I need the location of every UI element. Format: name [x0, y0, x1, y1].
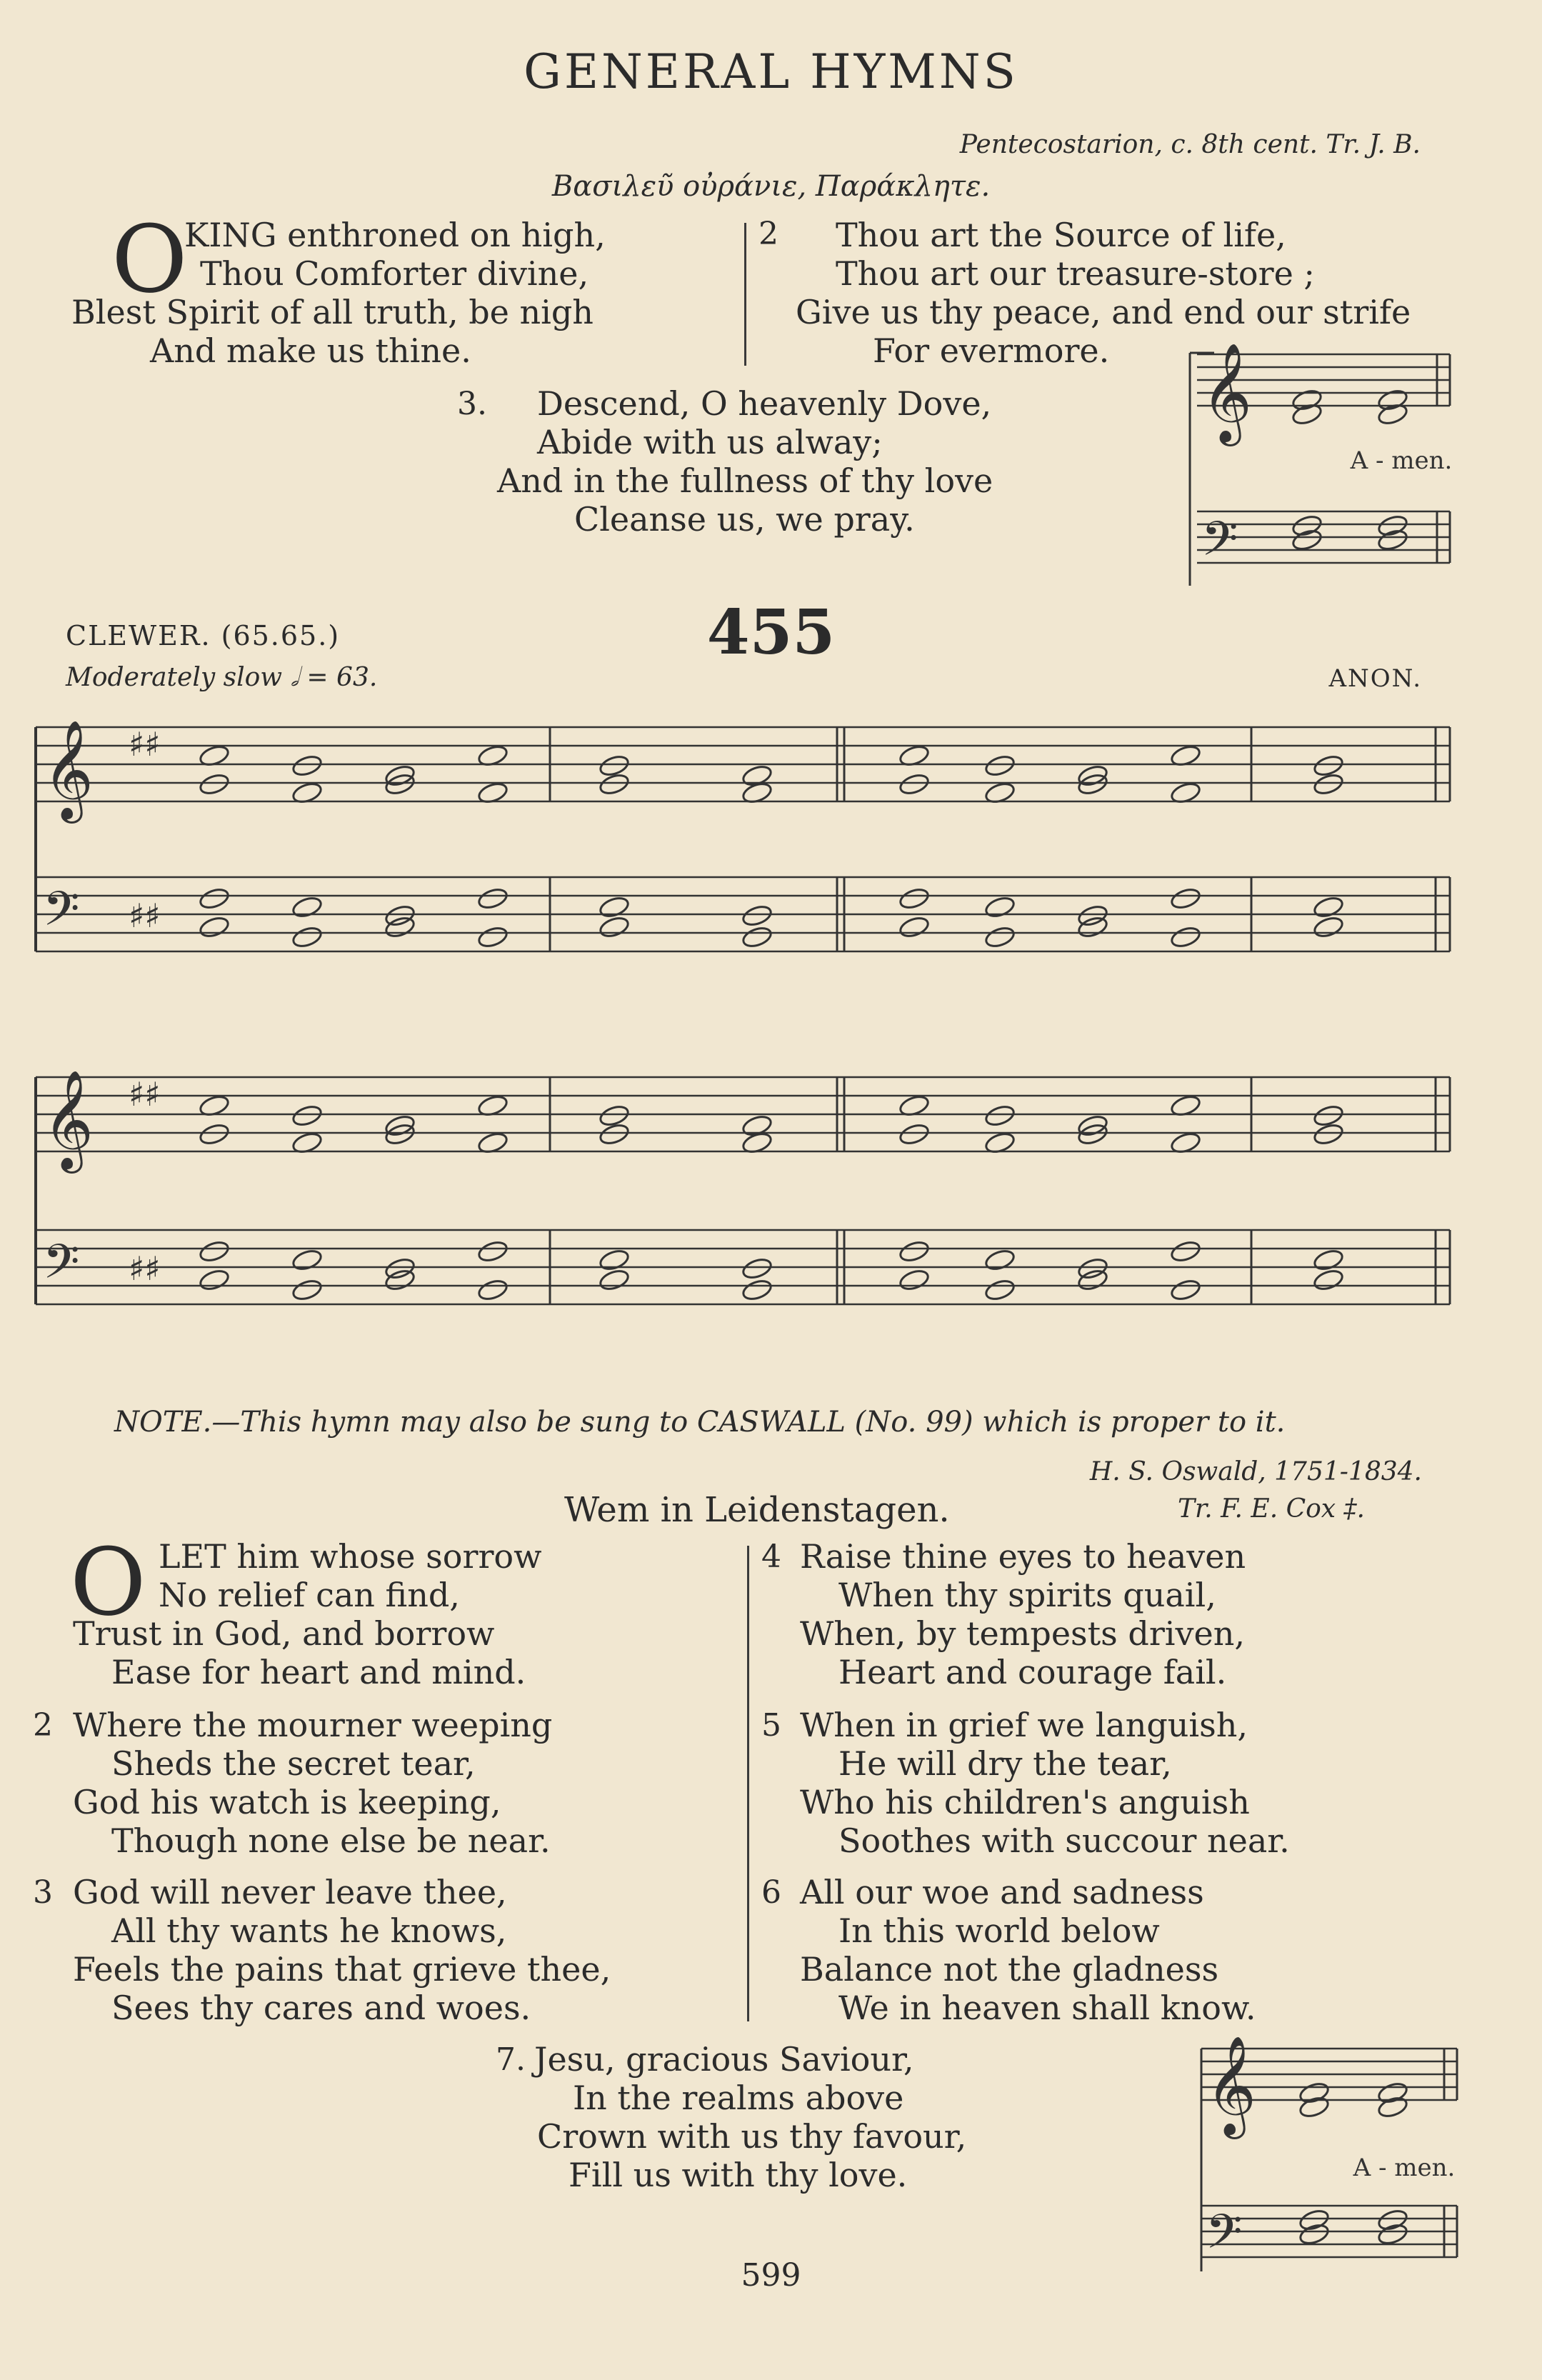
greek-incipit: Βασιλεῦ οὐράνιε, Παράκλητε.	[551, 170, 991, 203]
verse-line: Who his children's anguish	[800, 1783, 1250, 1821]
note-head	[1298, 2095, 1330, 2119]
verse-line: KING enthroned on high,	[184, 216, 606, 254]
verse-number: 5	[761, 1707, 781, 1744]
hymn455-verse1	[73, 1537, 542, 1691]
verse-line: All our woe and sadness	[800, 1873, 1204, 1911]
verse-line: God will never leave thee,	[73, 1873, 507, 1911]
note-head	[476, 1239, 509, 1264]
key-signature: ♯♯	[129, 725, 161, 764]
note-head	[1312, 1122, 1344, 1146]
note-head	[1169, 1239, 1201, 1264]
note-head	[1312, 754, 1344, 778]
note-head	[476, 925, 509, 949]
verse-line: Jesu, gracious Saviour,	[534, 2040, 914, 2079]
verse-line: Sees thy cares and woes.	[111, 1989, 531, 2027]
bass-clef: 𝄢	[1201, 511, 1238, 578]
verse-line: Abide with us alway;	[537, 423, 883, 461]
note-head	[1312, 772, 1344, 796]
note-head	[1376, 514, 1408, 538]
note-head	[476, 1278, 509, 1302]
hymn455-verse2	[73, 1706, 552, 1860]
verse-line: And make us thine.	[150, 331, 471, 370]
note-head	[1376, 2222, 1408, 2246]
verse-number: 7.	[496, 2041, 526, 2078]
note-head	[1312, 1268, 1344, 1292]
page-title: GENERAL HYMNS	[524, 44, 1018, 99]
verse1-dropcap: O	[70, 1528, 146, 1636]
note-head	[1291, 388, 1323, 412]
verse-number: 2	[759, 216, 778, 252]
note-head	[1298, 2208, 1330, 2232]
note-head	[198, 1122, 230, 1146]
note-head	[476, 886, 509, 911]
verse-line: Thou art our treasure-store ;	[836, 254, 1315, 293]
note-head	[198, 915, 230, 939]
verse-line: For evermore.	[873, 331, 1110, 370]
note-head	[598, 1104, 630, 1128]
note-head	[598, 895, 630, 919]
verse-line: Cleanse us, we pray.	[574, 500, 915, 539]
note-head	[291, 1278, 323, 1302]
note-head	[1376, 2095, 1408, 2119]
note-head	[198, 1268, 230, 1292]
verse-line: All thy wants he knows,	[111, 1911, 507, 1950]
verse-line: Soothes with succour near.	[838, 1821, 1290, 1860]
note-head	[598, 772, 630, 796]
composer: ANON.	[1328, 664, 1422, 693]
note-head	[1376, 528, 1408, 552]
note-head	[1298, 2081, 1330, 2105]
note-head	[598, 754, 630, 778]
bass-clef: 𝄢	[43, 1234, 80, 1301]
note-head	[291, 925, 323, 949]
treble-clef: 𝄞	[43, 720, 94, 819]
verse-number: 3	[33, 1874, 53, 1911]
note-head	[898, 1268, 930, 1292]
verse-number: 4	[761, 1539, 781, 1575]
verse-number: 6	[761, 1874, 781, 1911]
note-head	[598, 1248, 630, 1272]
verse-line: LET him whose sorrow	[159, 1537, 542, 1576]
verse-line: Though none else be near.	[111, 1821, 551, 1860]
verse-line: Crown with us thy favour,	[537, 2117, 967, 2156]
verse-line: In the realms above	[573, 2079, 904, 2117]
verse-line: Heart and courage fail.	[838, 1653, 1227, 1691]
note-head	[1169, 886, 1201, 911]
verse-line: Descend, O heavenly Dove,	[537, 384, 992, 423]
note-head	[983, 754, 1016, 778]
note-head	[291, 754, 323, 778]
verse-line: Where the mourner weeping	[73, 1706, 553, 1744]
verse-line: Ease for heart and mind.	[111, 1653, 526, 1691]
key-signature: ♯♯	[129, 896, 161, 935]
verse-line: When in grief we languish,	[800, 1706, 1248, 1744]
verse-line: Blest Spirit of all truth, be nigh	[71, 293, 594, 331]
note-head	[898, 915, 930, 939]
amen-label-2: A - men.	[1353, 2154, 1456, 2182]
note-head	[741, 925, 773, 949]
verse1-dropcap: O	[111, 205, 188, 314]
note-head	[1312, 895, 1344, 919]
treble-clef: 𝄞	[1206, 2036, 1256, 2135]
note-head	[1291, 528, 1323, 552]
hymn455-verse7	[534, 2040, 966, 2194]
note-head	[598, 915, 630, 939]
key-signature: ♯♯	[129, 1249, 161, 1288]
verse-line: Balance not the gladness	[800, 1950, 1219, 1989]
note-head	[291, 1104, 323, 1128]
note-head	[598, 1122, 630, 1146]
amen-label: A - men.	[1350, 446, 1453, 475]
note-head	[1376, 2081, 1408, 2105]
note-head	[1376, 388, 1408, 412]
verse-line: In this world below	[838, 1911, 1160, 1950]
translator-attribution: Tr. F. E. Cox ‡.	[1178, 1494, 1365, 1524]
german-incipit: Wem in Leidenstagen.	[564, 1490, 950, 1530]
note-head	[598, 1268, 630, 1292]
treble-clef: 𝄞	[1201, 343, 1252, 442]
hymn1-attribution: Pentecostarion, c. 8th cent. Tr. J. B.	[959, 130, 1421, 159]
note-head	[898, 886, 930, 911]
column-divider	[747, 1546, 749, 2021]
verse-line: Trust in God, and borrow	[73, 1614, 495, 1653]
note-head	[1312, 915, 1344, 939]
note-head	[741, 904, 773, 928]
note-head	[198, 772, 230, 796]
note-head	[1169, 1278, 1201, 1302]
verse-line: God his watch is keeping,	[73, 1783, 501, 1821]
note-head	[983, 925, 1016, 949]
note-head	[1312, 1248, 1344, 1272]
note-head	[983, 895, 1016, 919]
verse-number: 2	[33, 1707, 53, 1744]
note-head	[983, 1248, 1016, 1272]
author-attribution: H. S. Oswald, 1751-1834.	[1089, 1457, 1422, 1486]
note-head	[741, 1278, 773, 1302]
note-head	[1291, 514, 1323, 538]
note-head	[983, 1104, 1016, 1128]
note-head	[1376, 2208, 1408, 2232]
verse-line: Feels the pains that grieve thee,	[73, 1950, 611, 1989]
note-head	[198, 1239, 230, 1264]
note-head	[198, 886, 230, 911]
note-head	[384, 915, 416, 939]
verse-line: When, by tempests driven,	[800, 1614, 1245, 1653]
hymn455-verse4	[800, 1537, 1246, 1691]
verse-line: We in heaven shall know.	[838, 1989, 1256, 2027]
note-head	[898, 772, 930, 796]
verse-line: Sheds the secret tear,	[111, 1744, 476, 1783]
note-head	[1169, 925, 1201, 949]
note-head	[384, 1268, 416, 1292]
hymn-number: 455	[706, 596, 836, 669]
verse-line: Give us thy peace, and end our strife	[796, 293, 1411, 331]
note-head	[1076, 1268, 1108, 1292]
page-number: 599	[741, 2257, 801, 2294]
verse-line: And in the fullness of thy love	[497, 461, 993, 500]
performance-note: NOTE.—This hymn may also be sung to CASWALL (No. 99) which is proper to it.	[114, 1406, 1286, 1439]
note-head	[1312, 1104, 1344, 1128]
tempo-marking: Moderately slow 𝅗𝅥 = 63.	[66, 663, 378, 692]
note-head	[741, 1256, 773, 1281]
bass-clef: 𝄢	[1206, 2204, 1243, 2271]
note-head	[898, 1239, 930, 1264]
note-head	[1076, 915, 1108, 939]
bass-clef: 𝄢	[43, 881, 80, 948]
tune-name: CLEWER. (65.65.)	[66, 620, 341, 651]
hymn455-verse6	[800, 1873, 1256, 2027]
hymn455-verse5	[800, 1706, 1290, 1860]
verse-line: No relief can find,	[159, 1576, 460, 1614]
verse-line: Raise thine eyes to heaven	[800, 1537, 1246, 1576]
hymn455-verse3	[73, 1873, 611, 2027]
verse-line: Thou art the Source of life,	[836, 216, 1286, 254]
note-head	[291, 1248, 323, 1272]
note-head	[983, 1278, 1016, 1302]
verse-number: 3.	[457, 386, 487, 422]
verse-line: He will dry the tear,	[838, 1744, 1172, 1783]
key-signature: ♯♯	[129, 1075, 161, 1114]
note-head	[1298, 2222, 1330, 2246]
verse-line: Fill us with thy love.	[569, 2156, 908, 2194]
note-head	[898, 1122, 930, 1146]
note-head	[291, 895, 323, 919]
treble-clef: 𝄞	[43, 1070, 94, 1169]
verse-line: Thou Comforter divine,	[200, 254, 589, 293]
verse-line: When thy spirits quail,	[838, 1576, 1216, 1614]
